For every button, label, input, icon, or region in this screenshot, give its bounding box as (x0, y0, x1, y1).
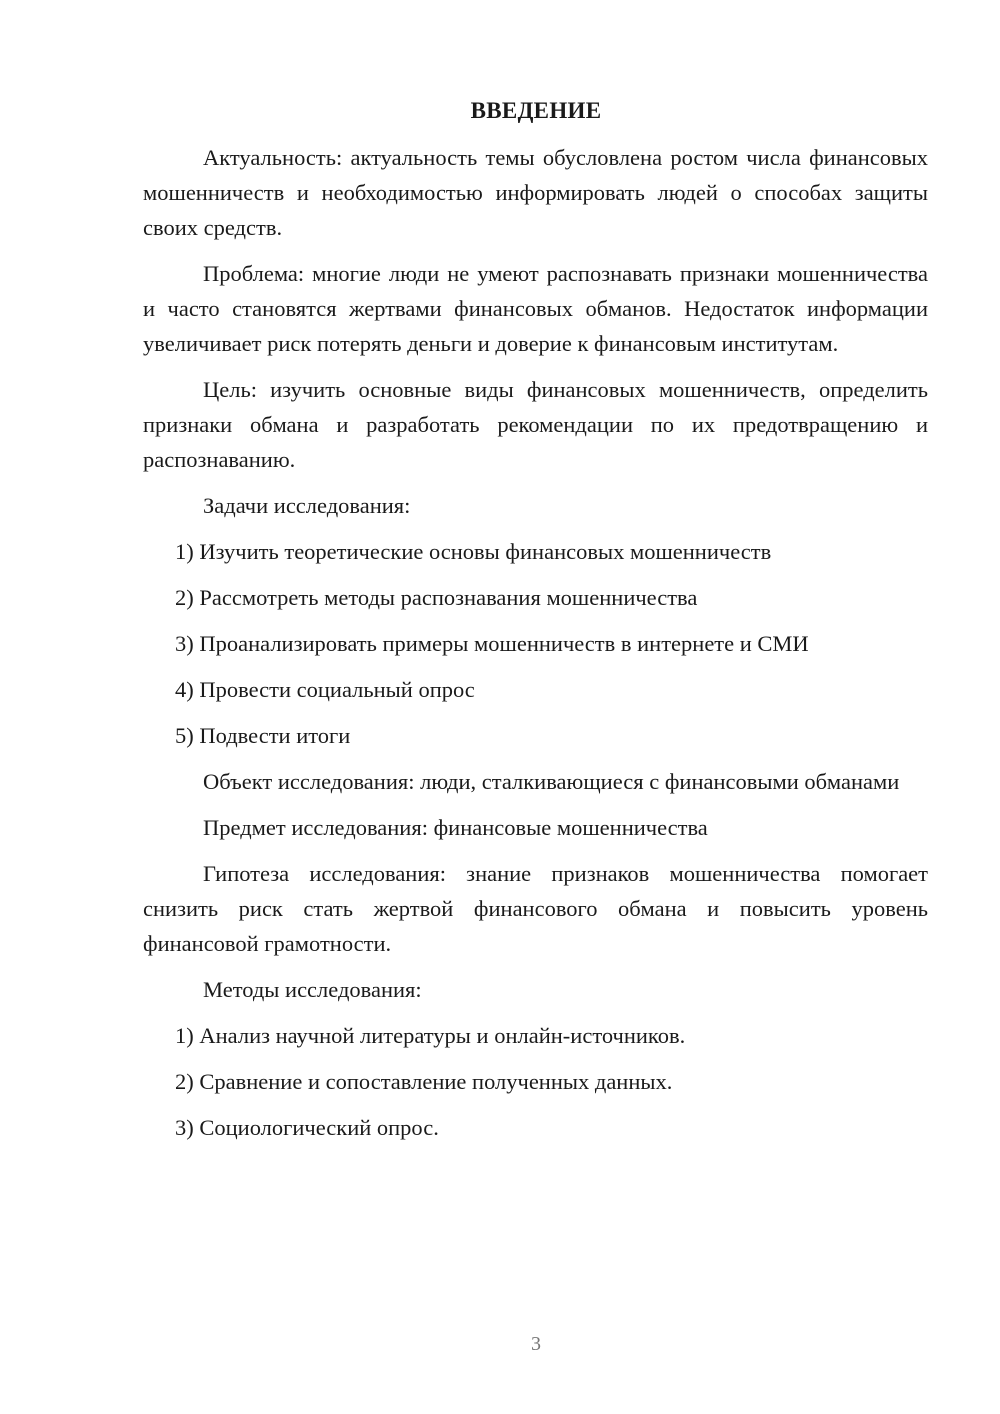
relevance-paragraph: Актуальность: актуальность темы обусловлена ростом числа финансовых мошенничеств и необходимостью информировать людей о способах защиты своих средств. (143, 145, 928, 240)
tasks-list (143, 534, 928, 753)
goal-paragraph: Цель: изучить основные виды финансовых мошенничеств, определить признаки обмана и разработать рекомендации по их предотвращению и распознаванию. (143, 377, 928, 472)
hypothesis-paragraph: Гипотеза исследования: знание признаков мошенничества помогает снизить риск стать жертвой финансового обмана и повысить уровень финансовой грамотности. (143, 861, 928, 956)
list-item: 3) Социологический опрос. (175, 1115, 439, 1140)
methods-list (143, 1018, 928, 1145)
page-number: 3 (531, 1333, 541, 1355)
list-item: 1) Анализ научной литературы и онлайн-источников. (175, 1023, 686, 1048)
list-item: 3) Проанализировать примеры мошенничеств в интернете и СМИ (175, 631, 809, 656)
section-heading: ВВЕДЕНИЕ (470, 98, 602, 123)
tasks-intro: Задачи исследования: (203, 493, 411, 518)
problem-paragraph: Проблема: многие люди не умеют распознавать признаки мошенничества и часто становятся жертвами финансовых обманов. Недостаток информации увеличивает риск потерять деньги и доверие к финансовым институтам. (143, 261, 928, 356)
list-item: 5) Подвести итоги (175, 723, 351, 748)
object-paragraph: Объект исследования: люди, сталкивающиеся с финансовыми обманами (203, 769, 900, 794)
list-item: 1) Изучить теоретические основы финансовых мошенничеств (175, 539, 772, 564)
methods-intro: Методы исследования: (203, 977, 422, 1002)
list-item: 4) Провести социальный опрос (175, 677, 475, 702)
list-item: 2) Сравнение и сопоставление полученных данных. (175, 1069, 673, 1094)
subject-paragraph: Предмет исследования: финансовые мошенничества (203, 815, 708, 840)
document-body (143, 140, 928, 1156)
list-item: 2) Рассмотреть методы распознавания мошенничества (175, 585, 698, 610)
